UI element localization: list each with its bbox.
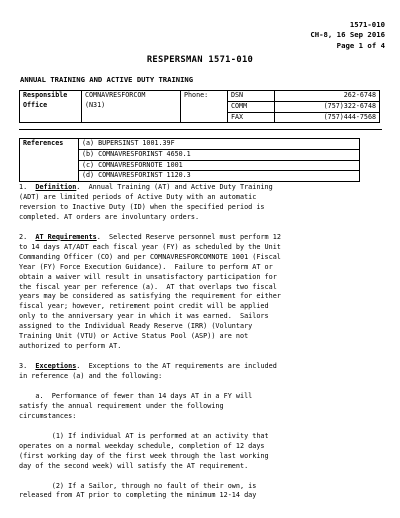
responsible-office-org: COMNAVRESFORCOM (N31) — [82, 91, 181, 123]
references-label: References — [20, 139, 79, 182]
heading-exceptions: Exceptions — [35, 362, 77, 371]
phone-number-dsn: 262-6748 — [275, 91, 380, 102]
responsible-office-label: Responsible Office — [20, 91, 82, 123]
paragraph-exceptions-a-1: (1) If individual AT is performed at an activity that operates on a normal weekday schedule, completion of 12 days (first working day of the first week through the last working day of the second week) will satisfy the AT requirement. — [19, 431, 269, 470]
phone-type-fax: FAX — [228, 112, 275, 123]
references-table — [19, 138, 360, 182]
phone-type-dsn: DSN — [228, 91, 275, 102]
document-title: RESPERSMAN 1571-010 — [146, 55, 254, 65]
paragraph-exceptions: 3. Exceptions. Exceptions to the AT requirements are included in reference (a) and the following: — [19, 362, 277, 381]
reference-item: (a) BUPERSINST 1001.39F — [79, 139, 360, 150]
document-id: 1571-010 — [349, 20, 385, 29]
page-number: Page 1 of 4 — [336, 40, 385, 50]
phone-number-fax: (757)444-7568 — [275, 112, 380, 123]
responsible-office-table — [19, 90, 380, 123]
paragraph-definition: 1. Definition. Annual Training (AT) and Active Duty Training (ADT) are limited periods of Active Duty with an automatic reversion to Inactive Duty (ID) when the specified period is completed. AT orders are involuntary orders. — [19, 183, 273, 221]
document-subtitle: ANNUAL TRAINING AND ACTIVE DUTY TRAINING — [20, 75, 194, 84]
document-body — [19, 183, 385, 511]
heading-at-requirements: AT Requirements — [35, 232, 97, 241]
reference-item: (d) COMNAVRESFORINST 1120.3 — [79, 171, 360, 182]
phone-number-comm: (757)322-6748 — [275, 101, 380, 112]
phone-label: Phone: — [181, 91, 228, 123]
paragraph-exceptions-a-2: (2) If a Sailor, through no fault of their own, is released from AT prior to completing the minimum 12-14 day — [19, 481, 257, 500]
section-divider — [19, 129, 382, 130]
phone-type-comm: COMM — [228, 101, 275, 112]
paragraph-exceptions-a: a. Performance of fewer than 14 days AT in a FY will satisfy the annual requirement under the following circumstances: — [19, 391, 253, 420]
paragraph-at-requirements: 2. AT Requirements. Selected Reserve personnel must perform 12 to 14 days AT/ADT each fiscal year (FY) as scheduled by the Unit Commanding Officer (CO) and per COMNAVRESFORCOMNOTE 1001 (Fiscal Year (FY) Force Execution Guidance). Failure to perform AT or obtain a waiver will result in unsatisfactory participation for the fiscal year per reference (a). AT that overlaps two fiscal years may be considered as satisfying the requirement for either fiscal year; however, retirement point credit will be applied only to the anniversary year in which it was earned. Sailors assigned to the Individual Ready Reserve (IRR) (Voluntary Training Unit (VTU) or Active Status Pool (ASP)) are not authorized to perform AT. — [19, 232, 281, 351]
heading-definition: Definition — [35, 183, 77, 191]
reference-item: (b) COMNAVRESFORINST 4650.1 — [79, 149, 360, 160]
change-date: CH-8, 16 Sep 2016 — [310, 30, 385, 40]
reference-item: (c) COMNAVRESFORNOTE 1001 — [79, 160, 360, 171]
page-header — [310, 20, 385, 51]
